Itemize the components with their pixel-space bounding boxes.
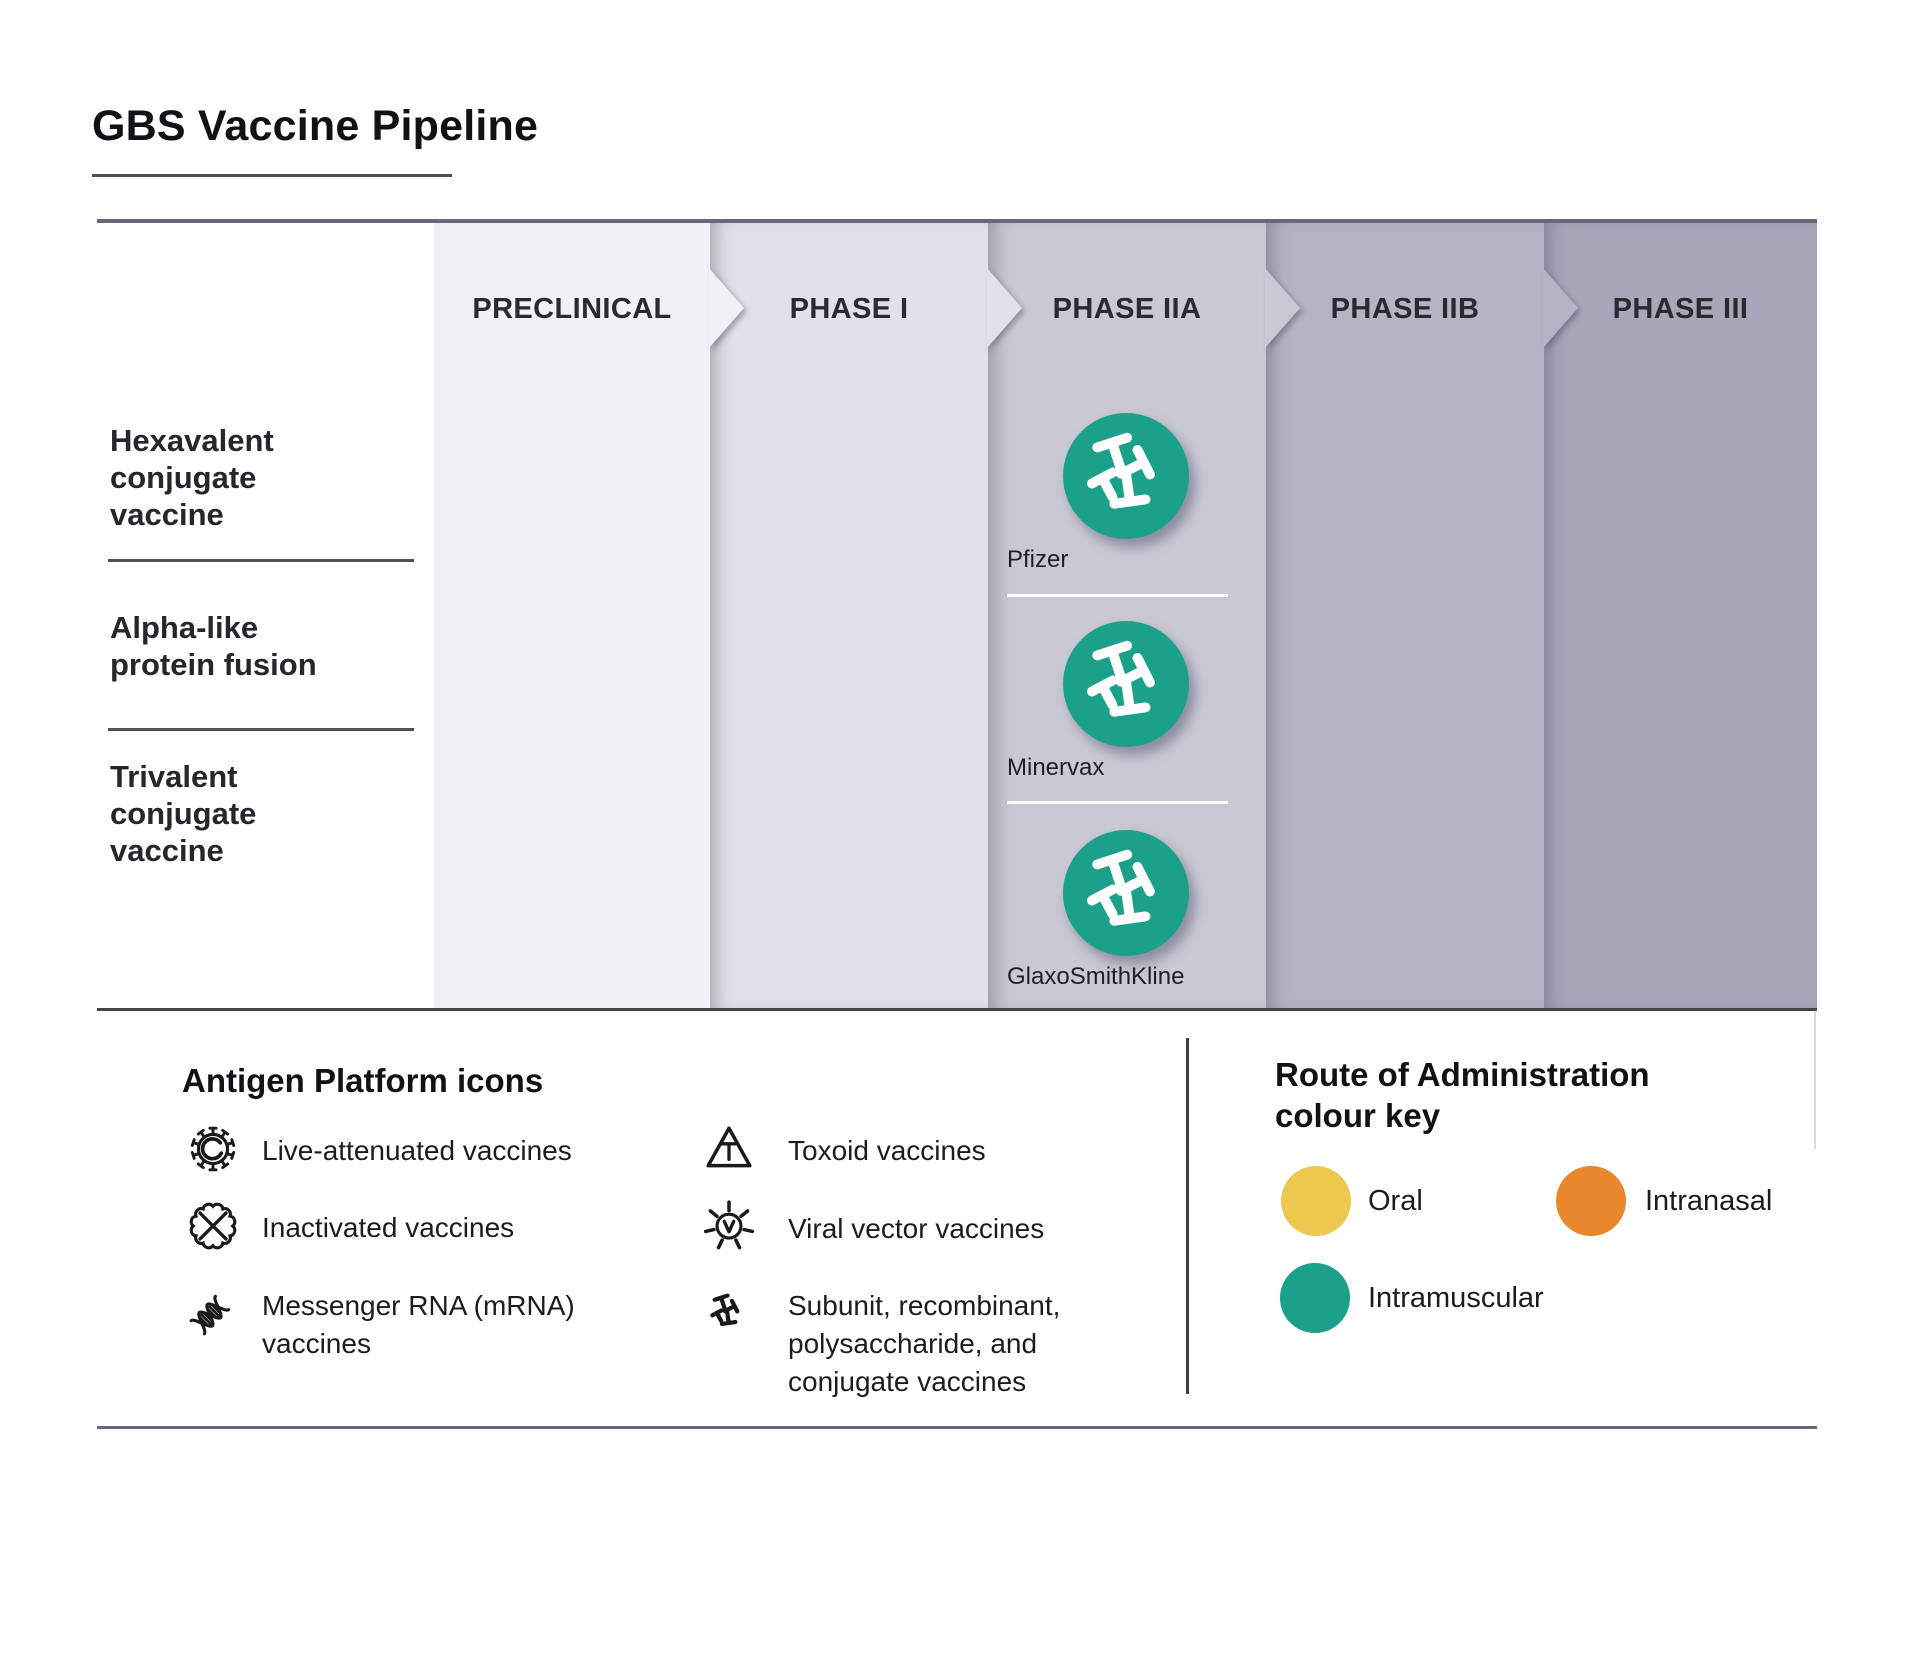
page-title: GBS Vaccine Pipeline [92,102,539,150]
phase-column-phase-1 [710,223,988,1008]
subunit-conjugate-icon [1063,621,1189,747]
toxoid-triangle-icon [702,1121,756,1175]
legend-label-live-attenuated: Live-attenuated vaccines [262,1135,572,1166]
antigen-legend-heading: Antigen Platform icons [182,1062,544,1099]
bottom-rule [97,1426,1817,1429]
phase-header-phase-3: PHASE III [1612,293,1749,325]
column-edge-remnant [1814,1011,1816,1149]
subunit-conjugate-icon [1063,413,1189,539]
inactivated-virus-icon [186,1199,240,1253]
phase-header-phase-2a: PHASE IIA [1052,293,1202,325]
phase-header-preclinical: PRECLINICAL [472,293,672,325]
legend-label-inactivated: Inactivated vaccines [262,1212,515,1243]
route-label-oral: Oral [1368,1185,1423,1217]
row-label-hexavalent-conjugate-vaccine: Hexavalent conjugate vaccine [110,423,274,532]
legend-label-subunit: Subunit, recombinant, polysaccharide, and conjugate vaccines [788,1290,1061,1397]
legend-label-viral-vector: Viral vector vaccines [788,1213,1045,1244]
route-swatch-oral [1281,1166,1351,1236]
company-label-glaxosmithkline: GlaxoSmithKline [1007,963,1185,990]
route-label-intranasal: Intranasal [1645,1185,1773,1217]
vaccine-marker-glaxosmithkline [1063,830,1189,956]
legend-label-mrna: Messenger RNA (mRNA) vaccines [262,1290,575,1359]
matrix-bottom-rule [97,1008,1817,1011]
route-swatch-intramuscular [1280,1263,1350,1333]
legend-vertical-divider [1186,1038,1189,1394]
chevron-arrow-icon [709,268,744,348]
legend-label-toxoid: Toxoid vaccines [788,1135,986,1166]
phase-column-phase-2b [1266,223,1544,1008]
row-label-alpha-like-protein-fusion: Alpha-like protein fusion [110,610,317,682]
subunit-conjugate-icon [1063,830,1189,956]
vaccine-marker-pfizer [1063,413,1189,539]
phase-header-phase-2b: PHASE IIB [1330,293,1480,325]
route-swatch-intranasal [1556,1166,1626,1236]
company-label-minervax: Minervax [1007,754,1105,781]
chevron-arrow-icon [1265,268,1300,348]
live-attenuated-virus-icon [186,1122,240,1176]
route-legend-heading: Route of Administration colour key [1275,1056,1650,1134]
title-underline [92,174,452,177]
row-label-trivalent-conjugate-vaccine: Trivalent conjugate vaccine [110,759,257,868]
cell-separator [1007,801,1228,804]
cell-separator [1007,594,1228,597]
route-label-intramuscular: Intramuscular [1368,1282,1544,1314]
phase-column-preclinical [434,223,710,1008]
row-divider [108,728,414,731]
phase-header-phase-1: PHASE I [789,293,909,325]
mrna-dna-icon [184,1287,238,1341]
row-divider [108,559,414,562]
vaccine-marker-minervax [1063,621,1189,747]
viral-vector-icon [702,1197,756,1251]
company-label-pfizer: Pfizer [1007,546,1069,573]
subunit-conjugate-icon [700,1285,754,1339]
phase-column-phase-3 [1544,223,1817,1008]
chevron-arrow-icon [1543,268,1578,348]
chevron-arrow-icon [987,268,1022,348]
